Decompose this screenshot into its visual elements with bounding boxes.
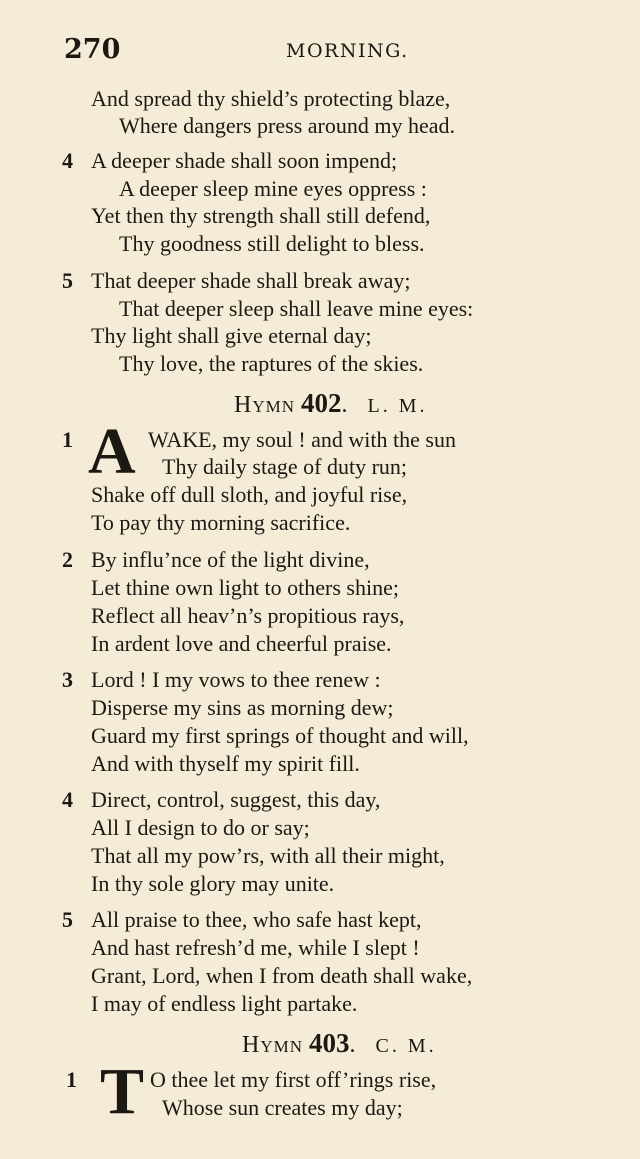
- verse-line: And with thyself my spirit fill.: [91, 751, 360, 776]
- verse-line: All praise to thee, who safe hast kept,: [91, 907, 422, 932]
- verse-line: And hast refresh’d me, while I slept !: [91, 935, 420, 960]
- verse-line: A deeper sleep mine eyes oppress :: [119, 176, 427, 201]
- page-header: [64, 34, 584, 68]
- verse-line: I may of endless light partake.: [91, 991, 358, 1016]
- hymn-number: 402: [301, 388, 342, 418]
- verse-line: Yet then thy strength shall still defend,: [91, 203, 431, 228]
- verse-number: 4: [62, 148, 73, 173]
- verse-line: Thy daily stage of duty run;: [162, 454, 408, 479]
- verse-line: Guard my first springs of thought and will,: [91, 723, 469, 748]
- verse-line: O thee let my first off’rings rise,: [150, 1067, 437, 1092]
- verse-line: Where dangers press around my head.: [119, 113, 455, 138]
- verse-line: Reflect all heav’n’s propitious rays,: [91, 603, 405, 628]
- verse-number: 5: [62, 268, 73, 293]
- verse-line: Shake off dull sloth, and joyful rise,: [91, 482, 408, 507]
- verse-line: Disperse my sins as morning dew;: [91, 695, 394, 720]
- verse-line: Thy light shall give eternal day;: [91, 323, 372, 348]
- hymn-meter: C. M.: [375, 1035, 437, 1057]
- drop-cap: T: [100, 1055, 145, 1128]
- verse-number: 1: [66, 1067, 77, 1092]
- verse-line: That all my pow’rs, with all their might,: [91, 843, 445, 868]
- drop-cap: A: [88, 415, 136, 488]
- verse-line: Grant, Lord, when I from death shall wake,: [91, 963, 473, 988]
- verse-line: Let thine own light to others shine;: [91, 575, 399, 600]
- hymn-number: 403: [309, 1028, 350, 1058]
- verse-number: 1: [62, 427, 73, 452]
- verse-line: A deeper shade shall soon impend;: [91, 148, 398, 173]
- verse-line: Thy love, the raptures of the skies.: [119, 351, 424, 376]
- hymn-word: Hymn: [234, 392, 296, 418]
- verse-line: All I design to do or say;: [91, 815, 310, 840]
- verse-number: 3: [62, 667, 73, 692]
- verse-line: That deeper sleep shall leave mine eyes:: [119, 296, 474, 321]
- verse-line: Whose sun creates my day;: [162, 1095, 403, 1120]
- verse-line: Direct, control, suggest, this day,: [91, 787, 381, 812]
- hymn-word: Hymn: [242, 1032, 304, 1058]
- hymn-403-title: Hymn 403. C. M.: [242, 1028, 437, 1058]
- page-number: 270: [64, 34, 121, 65]
- verse-number: 4: [62, 787, 73, 812]
- hymn-402-title: Hymn 402. L. M.: [234, 388, 428, 418]
- verse-line: To pay thy morning sacrifice.: [91, 510, 351, 535]
- verse-number: 2: [62, 547, 73, 572]
- verse-line: In thy sole glory may unite.: [91, 871, 335, 896]
- verse-line: And spread thy shield’s protecting blaze,: [91, 86, 451, 111]
- verse-line: Thy goodness still delight to bless.: [119, 231, 425, 256]
- verse-line: In ardent love and cheerful praise.: [91, 631, 392, 656]
- verse-line: That deeper shade shall break away;: [91, 268, 411, 293]
- verse-line: By influ’nce of the light divine,: [91, 547, 370, 572]
- verse-line: WAKE, my soul ! and with the sun: [148, 427, 456, 452]
- hymn-meter: L. M.: [367, 395, 428, 417]
- running-head: MORNING.: [286, 40, 409, 62]
- verse-number: 5: [62, 907, 73, 932]
- verse-line: Lord ! I my vows to thee renew :: [91, 667, 381, 692]
